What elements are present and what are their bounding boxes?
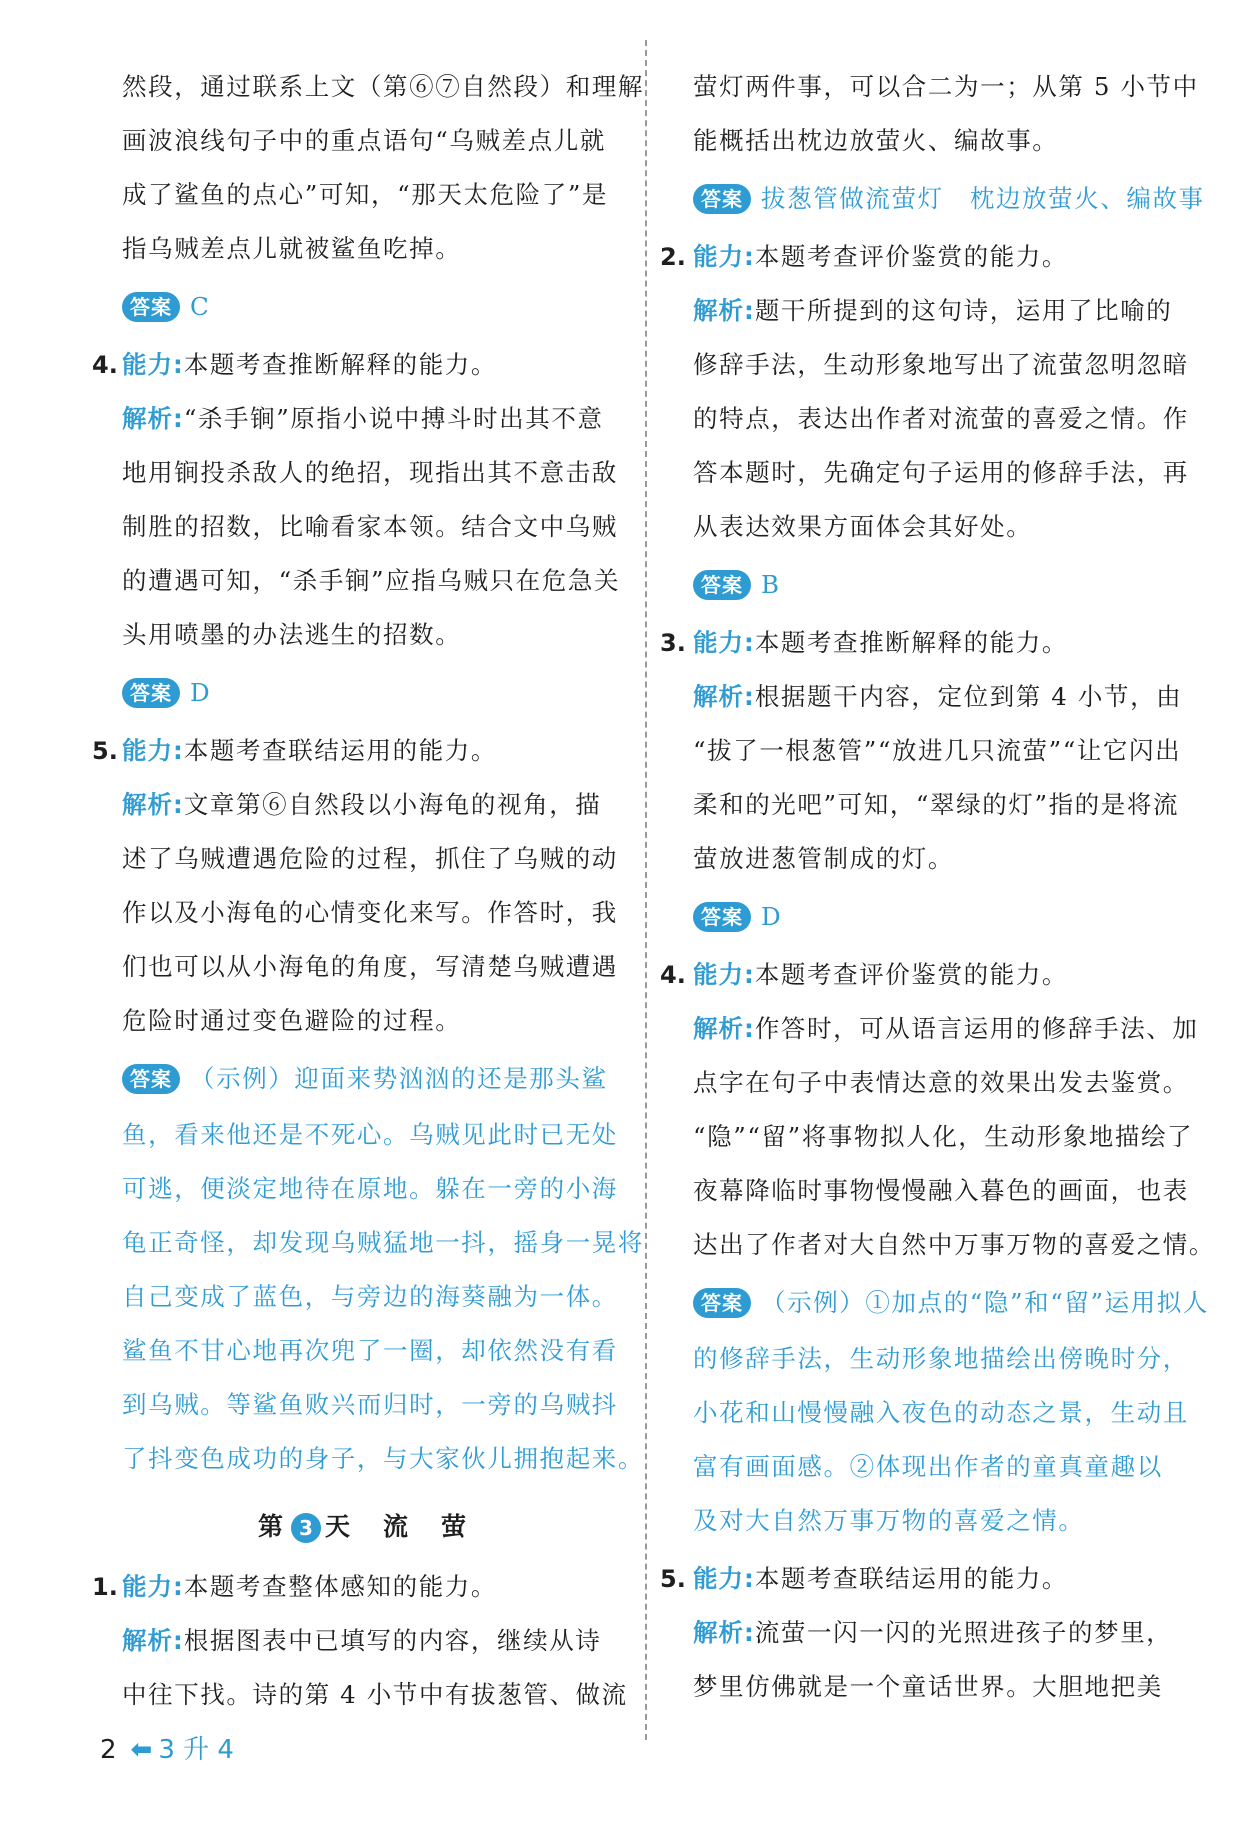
text-line: 答本题时，先确定句子运用的修辞手法，再 (693, 458, 1189, 487)
answer-line: 龟正奇怪，却发现乌贼猛地一抖，摇身一晃将 (122, 1228, 644, 1257)
answer-line: 鱼，看来他还是不死心。乌贼见此时已无处 (122, 1120, 618, 1149)
text-line: 地用锏投杀敌人的绝招，现指出其不意击敌 (122, 458, 618, 487)
text-line: 梦里仿佛就是一个童话世界。大胆地把美 (693, 1672, 1163, 1701)
text-line: “拔了一根葱管”“放进几只流萤”“让它闪出 (693, 736, 1182, 765)
question-number: 3. (660, 629, 686, 657)
ability-text: 本题考查评价鉴赏的能力。 (754, 242, 1069, 271)
text-line: 作以及小海龟的心情变化来写。作答时，我 (122, 898, 618, 927)
text-line: 们也可以从小海龟的角度，写清楚乌贼遭遇 (122, 952, 618, 981)
question-number: 1. (92, 1573, 118, 1601)
ability-label: 能力 (122, 350, 173, 379)
ability-text: 本题考查评价鉴赏的能力。 (754, 960, 1069, 989)
answer-value: D (761, 902, 783, 931)
question-number: 4. (92, 351, 118, 379)
text-line: 画波浪线句子中的重点语句“乌贼差点儿就 (122, 126, 606, 155)
answer-badge: 答案 (693, 902, 751, 932)
answer-line (693, 182, 1205, 216)
text-line: 制胜的招数，比喻看家本领。结合文中乌贼 (122, 512, 618, 541)
answer-badge: 答案 (122, 1064, 180, 1094)
ability-line: 能力:本题考查推断解释的能力。 (693, 628, 1069, 657)
analysis-line: 解析:根据题干内容，定位到第 4 小节，由 (693, 682, 1183, 711)
analysis-text: 根据图表中已填写的内容，继续从诗 (183, 1626, 602, 1655)
text-line: 的遭遇可知，“杀手锏”应指乌贼只在危急关 (122, 566, 621, 595)
section-name: 流 萤 (383, 1512, 471, 1541)
analysis-line: 解析:题干所提到的这句诗，运用了比喻的 (693, 296, 1173, 325)
ability-label: 能力 (122, 736, 173, 765)
text-line: 头用喷墨的办法逃生的招数。 (122, 620, 462, 649)
question-number: 4. (660, 961, 686, 989)
text-line: “隐”“留”将事物拟人化，生动形象地描绘了 (693, 1122, 1194, 1151)
answer-line: 自己变成了蓝色，与旁边的海葵融为一体。 (122, 1282, 618, 1311)
ability-line: 能力:本题考查联结运用的能力。 (122, 736, 498, 765)
analysis-text: 根据题干内容，定位到第 4 小节，由 (754, 682, 1183, 711)
answer-line: 的修辞手法，生动形象地描绘出傍晚时分， (693, 1344, 1189, 1373)
answer-value: D (190, 678, 212, 707)
section-suffix: 天 (325, 1512, 355, 1541)
day-number-badge: 3 (291, 1513, 321, 1543)
text-line: 萤放进葱管制成的灯。 (693, 844, 954, 873)
answer-line: 了抖变色成功的身子，与大家伙儿拥抱起来。 (122, 1444, 644, 1473)
answer-line: 小花和山慢慢融入夜色的动态之景，生动且 (693, 1398, 1189, 1427)
question-number: 5. (92, 737, 118, 765)
answer-line (122, 1062, 608, 1096)
text-line: 从表达效果方面体会其好处。 (693, 512, 1033, 541)
ability-line: 能力:本题考查整体感知的能力。 (122, 1572, 498, 1601)
answer-line: 到乌贼。等鲨鱼败兴而归时，一旁的乌贼抖 (122, 1390, 618, 1419)
text-line: 萤灯两件事，可以合二为一；从第 5 小节中 (693, 72, 1199, 101)
text-line: 能概括出枕边放萤火、编故事。 (693, 126, 1059, 155)
ability-text: 本题考查推断解释的能力。 (183, 350, 498, 379)
ability-line: 能力:本题考查评价鉴赏的能力。 (693, 242, 1069, 271)
answer-value: 拔葱管做流萤灯 枕边放萤火、编故事 (761, 184, 1205, 213)
analysis-text: 作答时，可从语言运用的修辞手法、加 (754, 1014, 1199, 1043)
answer-value: B (761, 570, 781, 599)
ability-label: 能力 (693, 242, 744, 271)
ability-label: 能力 (693, 628, 744, 657)
question-number: 2. (660, 243, 686, 271)
ability-line: 能力:本题考查评价鉴赏的能力。 (693, 960, 1069, 989)
arrow-left-icon: ⬅ (130, 1735, 153, 1765)
analysis-text: “杀手锏”原指小说中搏斗时出其不意 (183, 404, 604, 433)
text-line: 述了乌贼遭遇危险的过程，抓住了乌贼的动 (122, 844, 618, 873)
answer-badge: 答案 (693, 184, 751, 214)
ability-line: 能力:本题考查联结运用的能力。 (693, 1564, 1069, 1593)
analysis-label: 解析 (122, 1626, 173, 1655)
analysis-line: 解析:作答时，可从语言运用的修辞手法、加 (693, 1014, 1199, 1043)
text-line: 点字在句子中表情达意的效果出发去鉴赏。 (693, 1068, 1189, 1097)
text-line: 中往下找。诗的第 4 小节中有拔葱管、做流 (122, 1680, 628, 1709)
answer-line: 及对大自然万事万物的喜爱之情。 (693, 1506, 1085, 1535)
answer-line (693, 900, 782, 934)
analysis-line: 解析:“杀手锏”原指小说中搏斗时出其不意 (122, 404, 604, 433)
analysis-label: 解析 (693, 296, 744, 325)
analysis-line: 解析:根据图表中已填写的内容，继续从诗 (122, 1626, 602, 1655)
text-line: 的特点，表达出作者对流萤的喜爱之情。作 (693, 404, 1189, 433)
answer-line: 富有画面感。②体现出作者的童真童趣以 (693, 1452, 1163, 1481)
answer-value: C (190, 292, 211, 321)
ability-label: 能力 (693, 1564, 744, 1593)
text-line: 危险时通过变色避险的过程。 (122, 1006, 462, 1035)
answer-badge: 答案 (122, 678, 180, 708)
analysis-label: 解析 (122, 404, 173, 433)
ability-text: 本题考查推断解释的能力。 (754, 628, 1069, 657)
ability-label: 能力 (122, 1572, 173, 1601)
answer-line: 可逃，便淡定地待在原地。躲在一旁的小海 (122, 1174, 618, 1203)
answer-line (693, 1286, 1209, 1320)
analysis-label: 解析 (122, 790, 173, 819)
text-line: 成了鲨鱼的点心”可知，“那天太危险了”是 (122, 180, 609, 209)
ability-text: 本题考查联结运用的能力。 (754, 1564, 1069, 1593)
analysis-line: 解析:文章第⑥自然段以小海龟的视角，描 (122, 790, 602, 819)
text-line: 夜幕降临时事物慢慢融入暮色的画面，也表 (693, 1176, 1189, 1205)
page-number: 2 (100, 1735, 117, 1765)
ability-text: 本题考查联结运用的能力。 (183, 736, 498, 765)
answer-line: 鲨鱼不甘心地再次兜了一圈，却依然没有看 (122, 1336, 618, 1365)
grade-label: 3 升 4 (158, 1735, 234, 1765)
text-line: 指乌贼差点儿就被鲨鱼吃掉。 (122, 234, 462, 263)
answer-badge: 答案 (122, 292, 180, 322)
analysis-text: 文章第⑥自然段以小海龟的视角，描 (183, 790, 602, 819)
answer-line (122, 290, 210, 324)
analysis-label: 解析 (693, 1014, 744, 1043)
page-footer (100, 1733, 234, 1767)
answer-badge: 答案 (693, 1288, 751, 1318)
text-line: 然段，通过联系上文（第⑥⑦自然段）和理解 (122, 72, 644, 101)
analysis-label: 解析 (693, 1618, 744, 1647)
analysis-label: 解析 (693, 682, 744, 711)
text-line: 修辞手法，生动形象地写出了流萤忽明忽暗 (693, 350, 1189, 379)
text-line: 达出了作者对大自然中万事万物的喜爱之情。 (693, 1230, 1215, 1259)
answer-line (122, 676, 211, 710)
answer-badge: 答案 (693, 570, 751, 600)
analysis-text: 题干所提到的这句诗，运用了比喻的 (754, 296, 1173, 325)
answer-text: （示例）迎面来势汹汹的还是那头鲨 (190, 1064, 608, 1093)
analysis-text: 流萤一闪一闪的光照进孩子的梦里， (754, 1618, 1173, 1647)
text-line: 柔和的光吧”可知，“翠绿的灯”指的是将流 (693, 790, 1180, 819)
ability-line: 能力:本题考查推断解释的能力。 (122, 350, 498, 379)
answer-text: （示例）①加点的“隐”和“留”运用拟人 (761, 1288, 1209, 1317)
question-number: 5. (660, 1565, 686, 1593)
answer-line (693, 568, 781, 602)
section-title (258, 1510, 470, 1544)
column-divider (645, 40, 647, 1740)
analysis-line: 解析:流萤一闪一闪的光照进孩子的梦里， (693, 1618, 1173, 1647)
ability-text: 本题考查整体感知的能力。 (183, 1572, 498, 1601)
section-prefix: 第 (258, 1512, 288, 1541)
ability-label: 能力 (693, 960, 744, 989)
